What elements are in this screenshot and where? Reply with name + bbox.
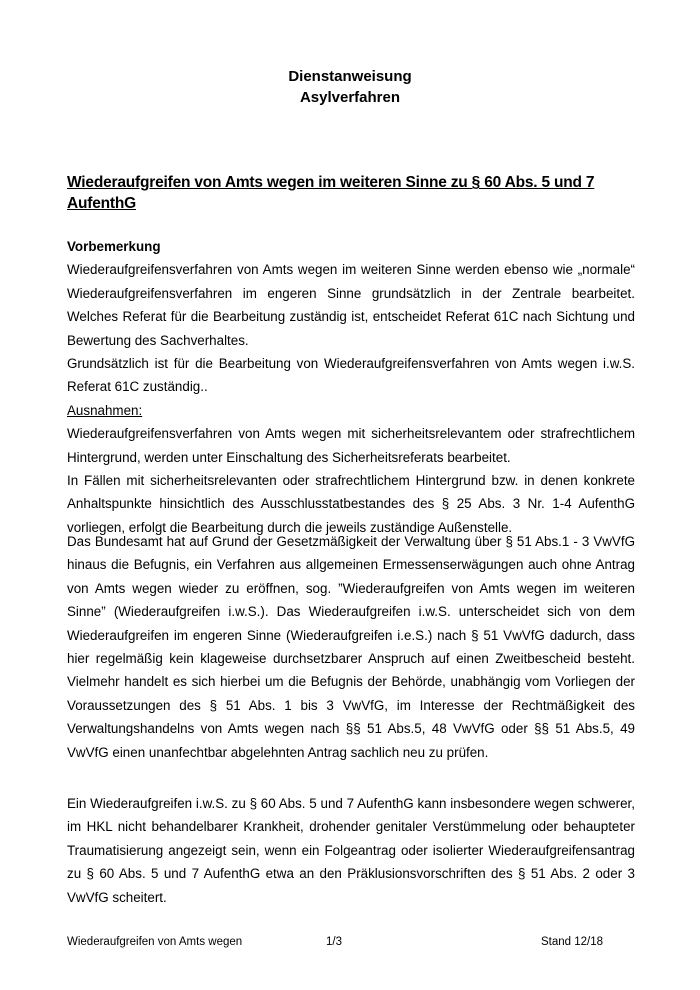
vorbemerkung-section [67,235,635,539]
page-number: 1/3 [326,936,342,948]
footer-date: Stand 12/18 [540,936,603,948]
paragraph-text: Das Bundesamt hat auf Grund der Gesetzmäßigkeit der Verwaltung über § 51 Abs.1 - 3 VwVfG hinaus die Befugnis, ein Verfahren aus allgemeinen Ermessenserwägungen auch ohne Antrag von Amts wegen wieder zu eröffnen, sog. ”Wiederaufgreifen von Amts wegen im weiteren Sinne” (Wiederaufgreifen i.w.S.). Das Wiederaufgreifen i.w.S. unterscheidet sich von dem Wiederaufgreifen im engeren Sinne (Wiederaufgreifen i.e.S.) nach § 51 VwVfG dadurch, dass hier regelmäßig kein klageweise durchsetzbarer Anspruch auf einen Zweitbescheid besteht. Vielmehr handelt es sich hierbei um die Befugnis der Behörde, unabhängig vom Vorliegen der Voraussetzungen des § 51 Abs. 1 bis 3 VwVfG, im Interesse der Rechtmäßigkeit des Verwaltungshandelns von Amts wegen nach §§ 51 Abs.5, 48 VwVfG oder §§ 51 Abs.5, 49 VwVfG einen unanfechtbar abgelehnten Antrag sachlich neu zu prüfen. [67,534,635,760]
vorbemerkung-heading: Vorbemerkung [67,239,161,254]
vorbemerkung-paragraph-2: Grundsätzlich ist für die Bearbeitung von Wiederaufgreifensverfahren von Amts wegen i.w.S. Referat 61C zuständig.. [67,356,635,395]
body-paragraph-3 [67,792,635,909]
ausnahmen-label: Ausnahmen: [67,402,143,418]
body-paragraph-2 [67,530,635,764]
document-header [0,66,700,108]
header-line-2: Asylverfahren [299,89,401,106]
document-title: Wiederaufgreifen von Amts wegen im weiteren Sinne zu § 60 Abs. 5 und 7 AufenthG [67,174,595,212]
vorbemerkung-paragraph-1: Wiederaufgreifensverfahren von Amts wegen im weiteren Sinne werden ebenso wie „normale“ Wiederaufgreifensverfahren im engeren Sinne grundsätzlich in der Zentrale bearbeitet. Welches Referat für die Bearbeitung zuständig ist, entscheidet Referat 61C nach Sichtung und Bewertung des Sachverhaltes. [67,262,635,348]
vorbemerkung-paragraph-3: Wiederaufgreifensverfahren von Amts wegen mit sicherheitsrelevantem oder strafrechtlichem Hintergrund, werden unter Einschaltung des Sicherheitsreferats bearbeitet. [67,426,635,465]
footer-title: Wiederaufgreifen von Amts wegen [67,936,243,948]
vorbemerkung-paragraph-4: In Fällen mit sicherheitsrelevanten oder strafrechtlichem Hintergrund bzw. in denen konkrete Anhaltspunkte hinsichtlich des Ausschlusstatbestandes des § 25 Abs. 3 Nr. 1-4 AufenthG vorliegen, erfolgt die Bearbeitung durch die jeweils zuständige Außenstelle. [67,473,635,535]
paragraph-text: Ein Wiederaufgreifen i.w.S. zu § 60 Abs. 5 und 7 AufenthG kann insbesondere wegen schwerer, im HKL nicht behandelbarer Krankheit, drohender genitaler Verstümmelung oder behaupteter Traumatisierung angezeigt sein, wenn ein Folgeantrag oder isolierter Wiederaufgreifensantrag zu § 60 Abs. 5 und 7 AufenthG etwa an den Präklusionsvorschriften des § 51 Abs. 2 oder 3 VwVfG scheitert. [67,796,635,905]
header-line-1: Dienstanweisung [288,68,412,85]
